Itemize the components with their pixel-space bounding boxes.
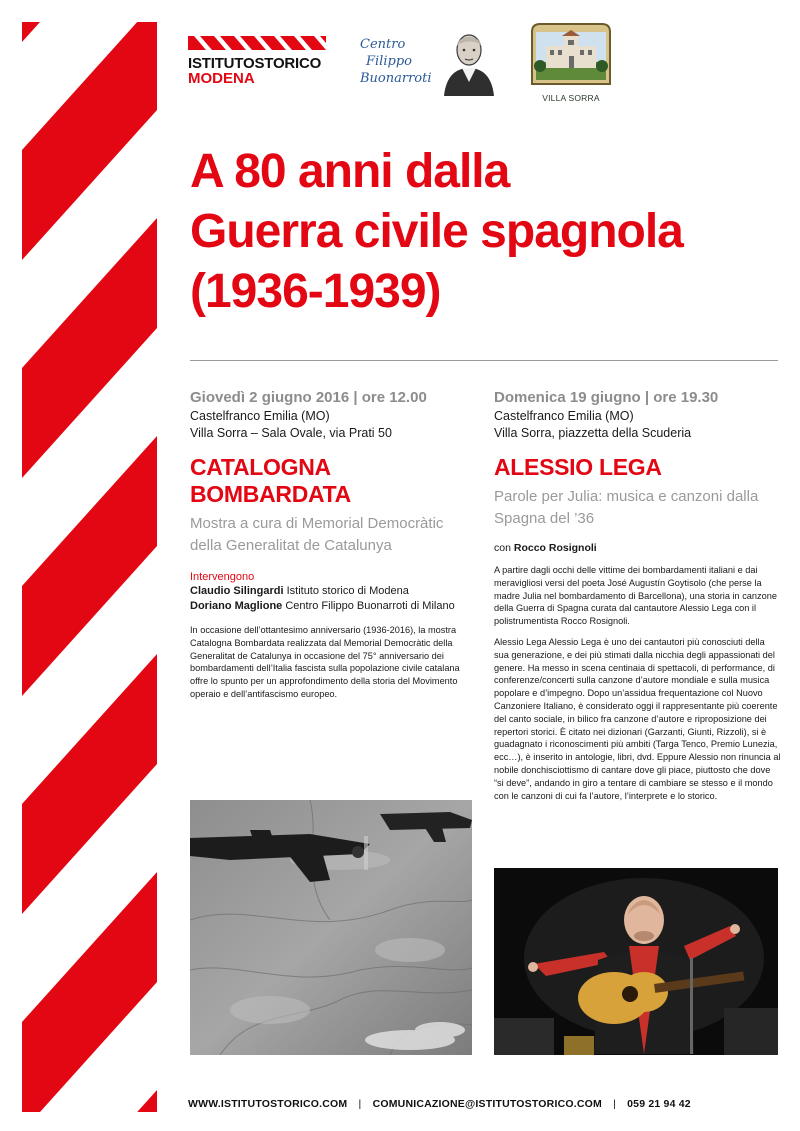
decorative-stripe-band: [0, 0, 160, 1131]
speaker-2: [190, 599, 478, 614]
poster-title: [190, 142, 790, 322]
title-line-2: Guerra civile spagnola: [190, 205, 683, 258]
event-right-body-2: Alessio Lega Alessio Lega è uno dei cantautori più conosciuti della sua generazione, e dei più stimati dalla nicchia degli appassionati del genere. Ha messo in scena centinaia di spettacoli, di performance, di conferenze/concerti sulla canzone d’autore mondiale e sulla musica popolare e d’impegno. Dopo un’assidua frequentazione col Nuovo Canzoniere Italiano, è considerato oggi il rappresentante più coerente del canto sociale, in bilico fra canzone d’autore e riproposizione dei repertori storici. È citato nei dizionari (Garzanti, Giunti, Rizzoli), si è guadagnato i riconoscimenti più ambiti (Targa Tenco, Premio Lunezia, ecc…), è inserito in antologie, libri, dvd. Eppure Alessio non rinuncia al nobile donchisciottismo di cantare dove gli piace, piuttosto che dove “si deve”, andando in giro a tentare di cambiare se stesso e il mondo con le canzoni di cui fa l’autore, l’interprete e lo storico.: [494, 636, 781, 801]
event-right-place-1: Castelfranco Emilia (MO): [494, 409, 634, 423]
speaker-1-org: Istituto storico di Modena: [286, 585, 409, 597]
event-left-subtitle-line-1: Mostra a cura di Memorial Democràtic: [190, 515, 444, 532]
event-right-title: ALESSIO LEGA: [494, 454, 662, 480]
event-left-subtitle-line-2: della Generalitat de Catalunya: [190, 537, 392, 554]
footer-separator-2: |: [613, 1098, 616, 1110]
istituto-logo-stripes: [188, 36, 326, 50]
event-right-subtitle-line-2: Spagna del ’36: [494, 510, 595, 527]
event-right-description: [494, 564, 782, 802]
footer-separator-1: |: [358, 1098, 362, 1110]
footer-phone[interactable]: 059 21 94 42: [627, 1098, 691, 1110]
footer-email[interactable]: COMUNICAZIONE@ISTITUTOSTORICO.COM: [372, 1098, 602, 1110]
villa-sorra-logo: [526, 22, 616, 104]
intervengono-label: Intervengono: [190, 571, 255, 583]
centro-logo-line3: Buonarroti: [360, 71, 432, 86]
title-line-1: A 80 anni dalla: [190, 145, 510, 198]
event-right-place-2: Villa Sorra, piazzetta della Scuderia: [494, 426, 692, 440]
event-left-title-line-2: BOMBARDATA: [190, 481, 351, 507]
centro-logo-line1: Centro: [360, 37, 406, 52]
speaker-1-name: Claudio Silingardi: [190, 585, 284, 597]
event-right-subtitle-line-1: Parole per Julia: musica e canzoni dalla: [494, 488, 759, 505]
event-left-place-2: Villa Sorra – Sala Ovale, via Prati 50: [190, 426, 392, 440]
event-alessio-lega: [494, 388, 782, 810]
event-left-place-1: Castelfranco Emilia (MO): [190, 409, 330, 423]
event-left-body: In occasione dell’ottantesimo anniversario (1936-2016), la mostra Catalogna Bombardata realizzata dal Memorial Democràtic della Generalitat de Catalunya in occasione del 75° anniversario dei bombardamenti dell’Italia fascista sulla popolazione civile catalana offre lo spunto per un approfondimento della storia del Movimento operaio e dell’antifascismo europeo.: [190, 625, 460, 699]
logo-row: [188, 22, 778, 112]
stripe: [22, 872, 157, 1131]
event-left-title-line-1: CATALOGNA: [190, 454, 331, 480]
con-name: Rocco Rosignoli: [513, 542, 597, 554]
event-right-body-1: A partire dagli occhi delle vittime dei bombardamenti italiani e dai meravigliosi versi del poeta José Augustín Goytisolo (che perse la madre Julia nel bombardamento di Barcellona), una storia in canzone della Guerra di Spagna curata dal cantautore Alessio Lega con il polistrumentista Rocco Rosignoli.: [494, 565, 777, 627]
stripe: [22, 436, 157, 696]
event-right-with: [494, 542, 782, 554]
centro-logo-line2: Filippo: [366, 54, 412, 69]
villa-sorra-image: [528, 22, 614, 86]
event-right-subtitle: [494, 486, 782, 530]
event-right-date: Domenica 19 giugno | ore 19.30: [494, 389, 719, 406]
istituto-storico-logo: [188, 36, 328, 86]
stripe: [22, 654, 157, 914]
title-line-3: (1936-1939): [190, 265, 441, 318]
footer-contacts: [188, 1098, 788, 1110]
event-left-subtitle: [190, 513, 478, 557]
istituto-logo-city: MODENA: [188, 70, 255, 87]
event-catalogna-bombardata: [190, 388, 478, 709]
alessio-lega-concert-photo: [494, 868, 778, 1055]
villa-sorra-caption: VILLA SORRA: [542, 93, 600, 103]
event-left-date: Giovedì 2 giugno 2016 | ore 12.00: [190, 389, 427, 406]
stripe: [22, 0, 157, 260]
speaker-1: [190, 584, 478, 599]
buonarroti-portrait-image: [438, 24, 500, 96]
event-left-description: [190, 624, 478, 701]
stripe: [22, 218, 157, 478]
istituto-logo-name: ISTITUTOSTORICO: [188, 55, 322, 72]
speaker-2-org: Centro Filippo Buonarroti di Milano: [285, 600, 455, 612]
title-divider: [190, 360, 778, 361]
event-left-title: [190, 454, 478, 508]
footer-website[interactable]: WWW.ISTITUTOSTORICO.COM: [188, 1098, 348, 1110]
con-label: con: [494, 542, 511, 554]
centro-buonarroti-logo: [360, 36, 432, 87]
speaker-2-name: Doriano Maglione: [190, 600, 283, 612]
bombers-photo: [190, 800, 472, 1055]
